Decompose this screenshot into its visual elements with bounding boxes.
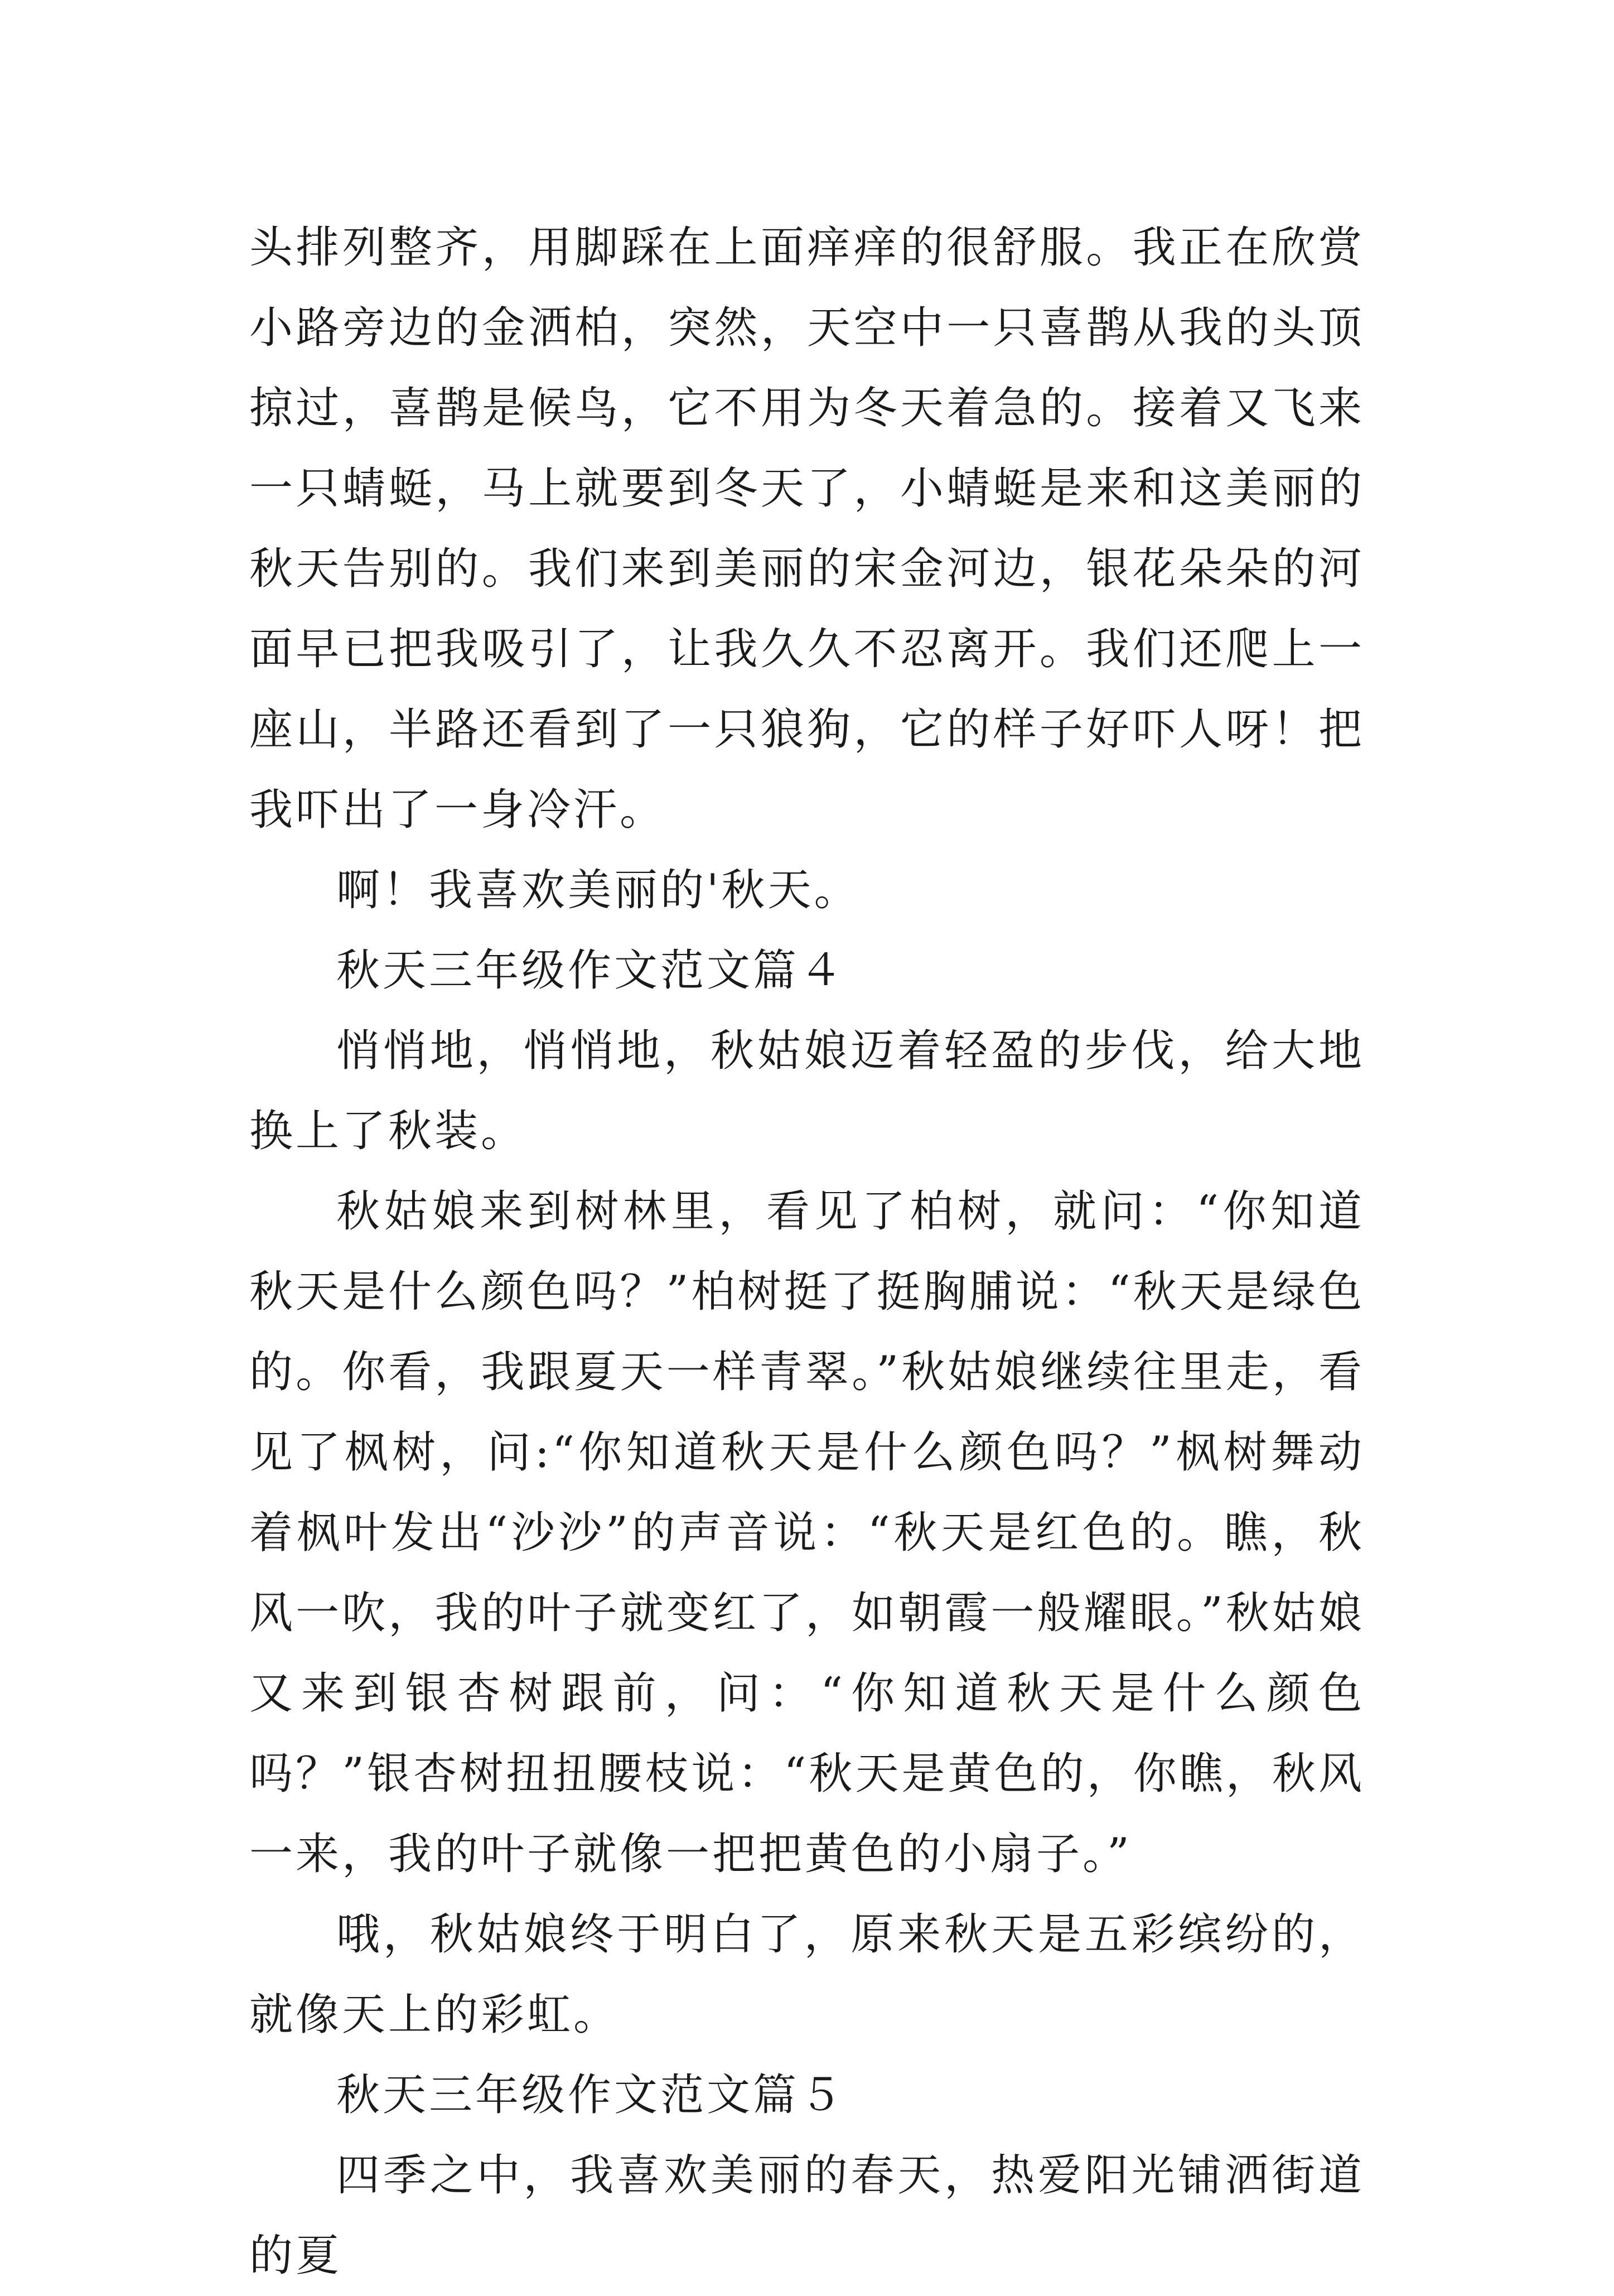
body-paragraph: 悄悄地，悄悄地，秋姑娘迈着轻盈的步伐，给大地换上了秋装。 [249, 1026, 1365, 1156]
section-heading: 秋天三年级作文范文篇５ [336, 2070, 846, 2120]
body-paragraph: 头排列整齐，用脚踩在上面痒痒的很舒服。我正在欣赏小路旁边的金洒柏，突然，天空中一只喜鹊从我的头顶掠过，喜鹊是候鸟，它不用为冬天着急的。接着又飞来一只蜻蜓，马上就要到冬天了，小蜻蜓是来和这美丽的秋天告别的。我们来到美丽的宋金河边，银花朵朵的河面早已把我吸引了，让我久久不忍离开。我们还爬上一座山，半路还看到了一只狼狗，它的样子好吓人呀！把我吓出了一身冷汗。 [249, 223, 1365, 835]
body-paragraph: 四季之中，我喜欢美丽的春天，热爱阳光铺洒街道的夏 [249, 2150, 1365, 2281]
body-paragraph: 啊！我喜欢美丽的'秋天。 [336, 865, 861, 915]
body-paragraph: 秋姑娘来到树林里，看见了柏树，就问：“你知道秋天是什么颜色吗？”柏树挺了挺胸脯说：“秋天是绿色的。你看，我跟夏天一样青翠。”秋姑娘继续往里走，看见了枫树，问:“你知道秋天是什么颜色吗？”枫树舞动着枫叶发出“沙沙”的声音说：“秋天是红色的。瞧，秋风一吹，我的叶子就变红了，如朝霞一般耀眼。”秋姑娘又来到银杏树跟前，问：“你知道秋天是什么颜色吗？”银杏树扭扭腰枝说：“秋天是黄色的，你瞧，秋风一来，我的叶子就像一把把黄色的小扇子。” [249, 1186, 1365, 1879]
document-body [249, 208, 1365, 2296]
body-paragraph: 哦，秋姑娘终于明白了，原来秋天是五彩缤纷的，就像天上的彩虹。 [249, 1909, 1365, 2040]
section-heading: 秋天三年级作文范文篇４ [336, 946, 846, 996]
